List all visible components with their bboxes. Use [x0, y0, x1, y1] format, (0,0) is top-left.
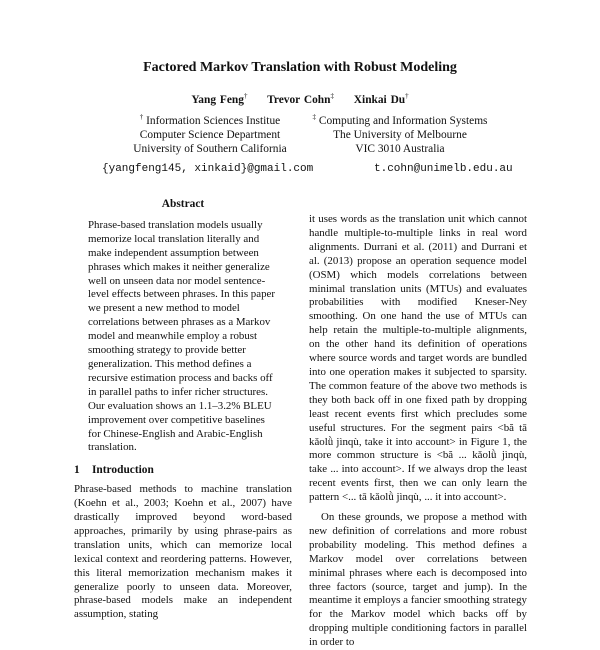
section-number: 1: [74, 464, 80, 477]
abstract-heading: Abstract: [161, 198, 205, 210]
author-mark: ‡: [330, 92, 334, 100]
affiliation-line: The University of Melbourne: [333, 129, 467, 141]
affiliation-line: University of Southern California: [133, 143, 287, 155]
author-name: Xinkai Du: [353, 94, 406, 106]
right-column: [309, 213, 527, 650]
body-paragraph: it uses words as the translation unit which cannot handle multiple-to-multiple links in real word alignments. Durrani et al. (2011) and Durrani et al. (2013) propose an operation sequence model (OSM) which models correlations between minimal translation units (MTUs) and evaluates probabilities with modified Kneser-Ney smoothing. On one hand the use of MTUs can help retain the multiple-to-multiple alignments, on the other hand its definition of operations where source words and target words are bundled into one operation makes it subjected to sparsity. The common feature of the above two methods is they both back off in one fixed path by dropping least recent events first which precludes some useful structures. For the segment pairs <bă tā kǎolǜ jìnqù, take it into account> in Figure 1, the more common structure is <bă ... kǎolǜ jìnqù, take ... into account>. If we always drop the least recent events first, then we can only learn the pattern <... tā kǎolǜ jìnqù, ... it into account>.: [309, 213, 527, 504]
email-right: t.cohn@unimelb.edu.au: [374, 163, 513, 175]
paper-title: Factored Markov Translation with Robust Modeling: [143, 60, 457, 75]
author-name: Trevor Cohn: [267, 94, 331, 106]
author-mark: †: [243, 92, 248, 100]
body-paragraph: On these grounds, we propose a method with new definition of correlations and more robust probability modeling. This method defines a Markov model over correlations between minimal phrases where each is decomposed into three factors (source, target and jump). In the meantime it employs a fancier smoothing strategy for the Markov model which backs off by dropping multiple conditioning factors in parallel in order to: [309, 511, 527, 649]
affiliation-right: [290, 110, 510, 156]
affiliation-line: VIC 3010 Australia: [355, 143, 445, 155]
affiliation-left: [105, 110, 315, 156]
left-column: [74, 198, 292, 622]
author-mark: †: [405, 92, 409, 100]
abstract-text: Phrase-based translation models usually memorize local translation literally and make independent assumption between phrases which makes it neither generalize well on unseen data nor model sentence-level effects between phrases. In this paper we present a new method to model correlations between phrases as a Markov model and meanwhile employ a robust smoothing strategy to provide better generalization. This method defines a recursive estimation process and backs off in parallel paths to infer richer structures. Our evaluation shows an 1.1–3.2% BLEU improvement over competitive baselines for Chinese-English and Arabic-English translation.: [88, 218, 275, 454]
affiliation-line: Computer Science Department: [139, 129, 281, 141]
affiliation-line: Computing and Information Systems: [318, 115, 488, 127]
affiliation-line: Information Sciences Institue: [146, 115, 281, 127]
intro-paragraph: Phrase-based methods to machine translation (Koehn et al., 2003; Koehn et al., 2007) have drastically improved beyond word-based approaches, primarily by using phrase-pairs as translation units, which can memorize local lexical context and reordering patterns. However, this literal memorization mechanism makes it generalize poorly to unseen data. Moreover, phrase-based models make an independent assumption, stating: [74, 483, 292, 621]
section-title: Introduction: [92, 464, 154, 477]
author-line: [0, 92, 600, 106]
author-name: Yang Feng: [191, 94, 244, 106]
affiliation-mark: †: [139, 113, 144, 121]
section-heading: [74, 464, 292, 478]
affiliation-mark: ‡: [312, 113, 316, 121]
email-left: {yangfeng145, xinkaid}@gmail.com: [102, 163, 314, 175]
